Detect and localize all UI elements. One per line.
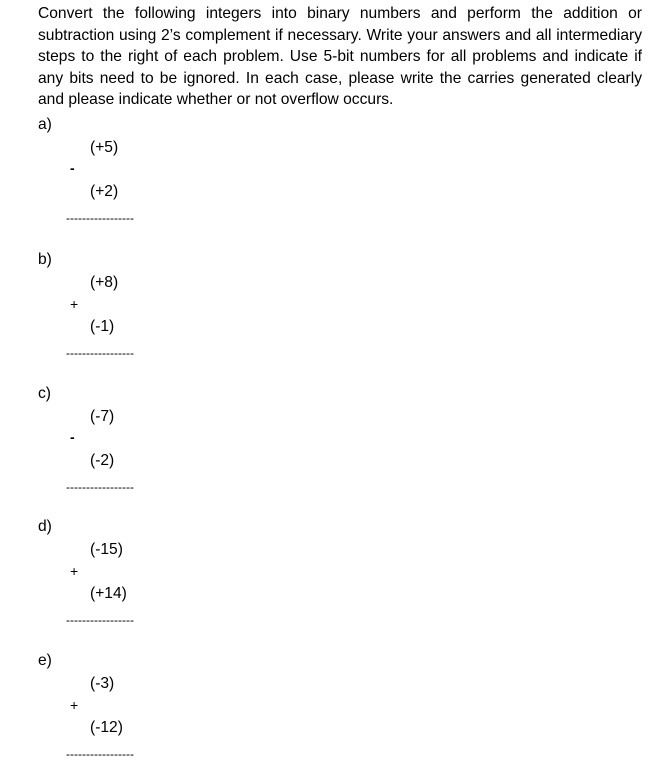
operator-sign: + <box>70 296 79 312</box>
operator-sign: - <box>70 160 75 176</box>
problem-label: a) <box>38 116 52 133</box>
first-operand: (-15) <box>90 541 123 558</box>
operator-sign: + <box>70 563 79 579</box>
answer-line: ----------------- <box>66 211 134 225</box>
problem-b <box>38 250 238 370</box>
first-operand: (+8) <box>90 274 119 291</box>
instructions-paragraph: Convert the following integers into binary numbers and perform the addition or subtraction using 2’s complement if necessary. Write your answers and all intermediary steps to the right of each problem. Use 5-bit numbers for all problems and indicate if any bits need to be ignored. In each case, please write the carries generated clearly and please indicate whether or not overflow occurs. <box>38 5 642 109</box>
first-operand: (-3) <box>90 675 115 692</box>
problem-label: e) <box>38 652 52 669</box>
answer-line: ----------------- <box>66 346 134 360</box>
problem-c <box>38 384 238 504</box>
second-operand: (+2) <box>90 183 119 200</box>
answer-line: ----------------- <box>66 747 134 761</box>
answer-line: ----------------- <box>66 480 134 494</box>
second-operand: (-12) <box>90 719 123 736</box>
operator-sign: + <box>70 697 79 713</box>
problem-label: c) <box>38 385 51 402</box>
first-operand: (-7) <box>90 408 115 425</box>
problem-e <box>38 651 238 771</box>
answer-line: ----------------- <box>66 613 134 627</box>
problem-label: b) <box>38 251 52 268</box>
first-operand: (+5) <box>90 139 119 156</box>
second-operand: (-2) <box>90 452 115 469</box>
second-operand: (+14) <box>90 585 127 602</box>
problem-d <box>38 517 238 637</box>
second-operand: (-1) <box>90 318 115 335</box>
problem-label: d) <box>38 518 52 535</box>
operator-sign: - <box>70 429 75 445</box>
problem-a <box>38 115 238 235</box>
